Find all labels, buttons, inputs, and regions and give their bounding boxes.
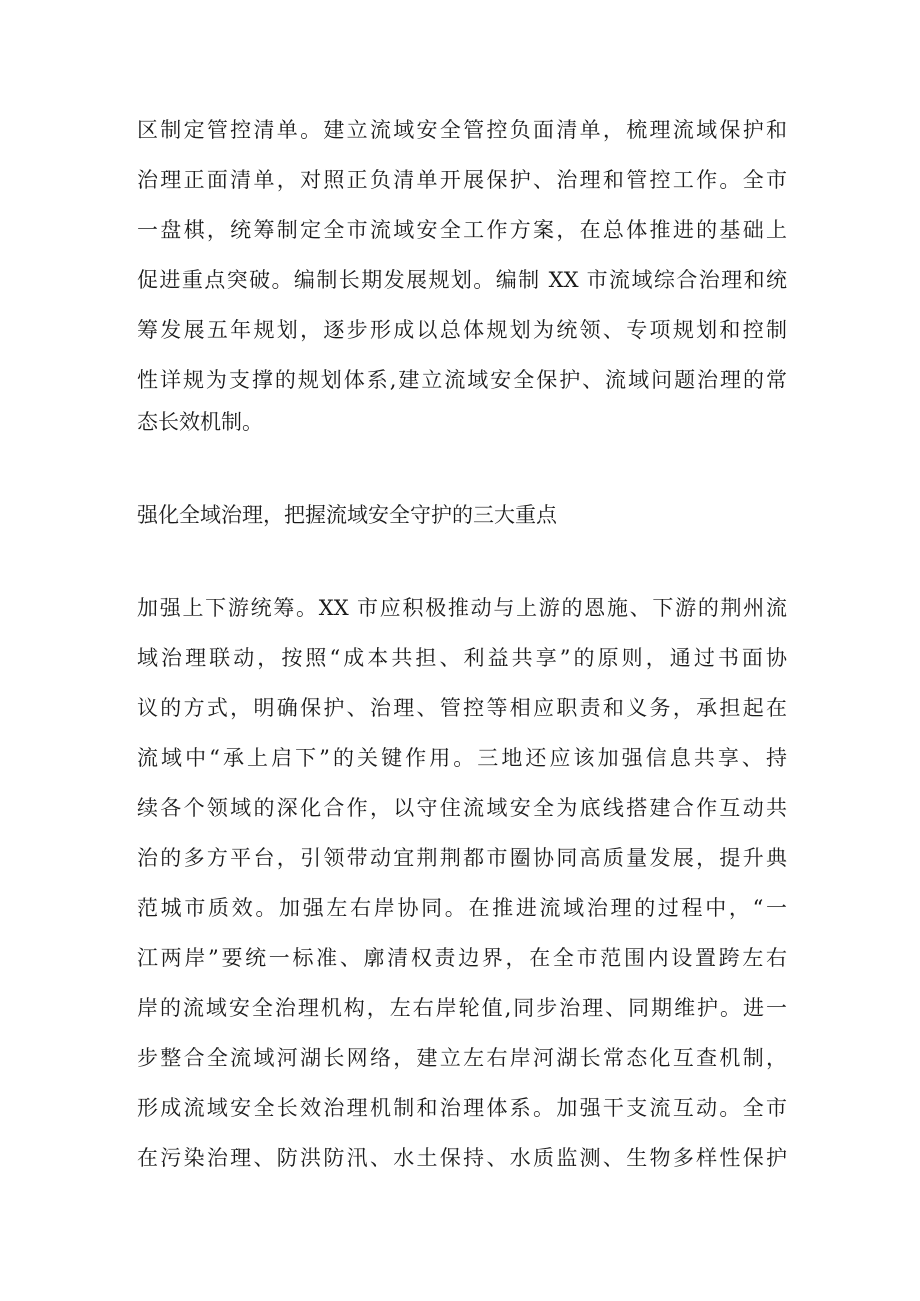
paragraph2-line-2: 域治理联动，按照“成本共担、利益共享”的原则，通过书面协: [137, 646, 787, 670]
paragraph2-line-9: 岸的流域安全治理机构，左右岸轮值,同步治理、同期维护。进一: [137, 996, 787, 1020]
paragraph2-line-7: 范城市质效。加强左右岸协同。在推进流域治理的过程中，“一: [137, 896, 787, 920]
section-heading: 强化全域治理，把握流域安全守护的三大重点: [137, 503, 557, 527]
paragraph1-line-2: 治理正面清单，对照正负清单开展保护、治理和管控工作。全市: [137, 168, 787, 192]
paragraph2-line-8: 江两岸”要统一标准、廓清权责边界，在全市范围内设置跨左右: [137, 946, 787, 970]
paragraph1-line-7: 态长效机制。: [137, 410, 263, 434]
paragraph1-line-1: 区制定管控清单。建立流域安全管控负面清单，梳理流域保护和: [137, 118, 787, 142]
paragraph2-line-3: 议的方式，明确保护、治理、管控等相应职责和义务，承担起在: [137, 696, 787, 720]
paragraph2-line-1: 加强上下游统筹。XX 市应积极推动与上游的恩施、下游的荆州流: [137, 596, 787, 620]
paragraph2-line-4: 流域中“承上启下”的关键作用。三地还应该加强信息共享、持: [137, 746, 787, 770]
paragraph1-line-6: 性详规为支撑的规划体系,建立流域安全保护、流域问题治理的常: [137, 368, 787, 392]
paragraph1-line-4: 促进重点突破。编制长期发展规划。编制 XX 市流域综合治理和统: [137, 268, 787, 292]
paragraph2-line-6: 治的多方平台，引领带动宜荆荆都市圈协同高质量发展，提升典: [137, 846, 787, 870]
paragraph2-line-12: 在污染治理、防洪防汛、水土保持、水质监测、生物多样性保护: [137, 1146, 787, 1170]
paragraph1-line-3: 一盘棋，统筹制定全市流域安全工作方案，在总体推进的基础上: [137, 218, 787, 242]
paragraph2-line-5: 续各个领域的深化合作，以守住流域安全为底线搭建合作互动共: [137, 796, 787, 820]
paragraph2-line-10: 步整合全流域河湖长网络，建立左右岸河湖长常态化互查机制，: [137, 1046, 787, 1070]
paragraph2-line-11: 形成流域安全长效治理机制和治理体系。加强干支流互动。全市: [137, 1096, 787, 1120]
paragraph1-line-5: 筹发展五年规划，逐步形成以总体规划为统领、专项规划和控制: [137, 318, 787, 342]
